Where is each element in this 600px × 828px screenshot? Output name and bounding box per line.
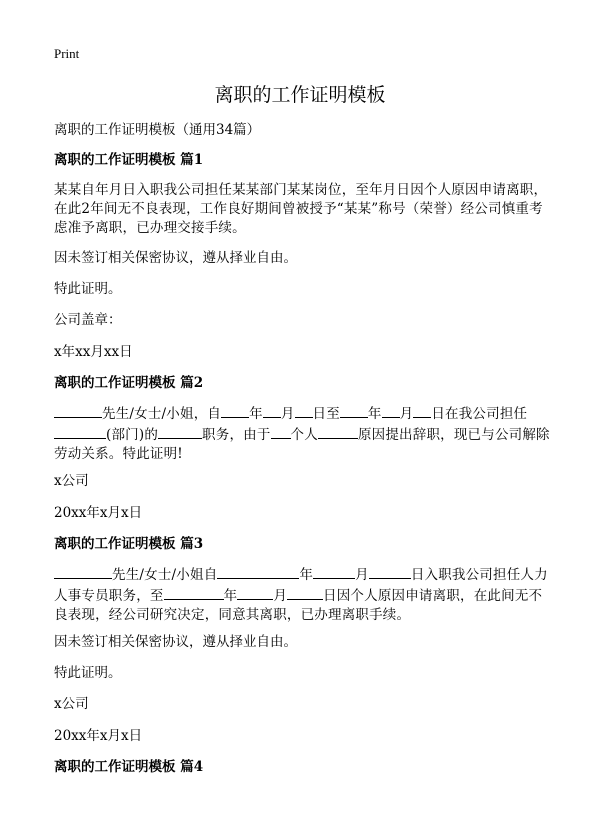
section-body-1: 某某自年月日入职我公司担任某某部门某某岗位，至年月日因个人原因申请离职，在此2年间无不良表现，工作良好期间曾被授予“某某”称号（荣誉）经公司慎重考虑准予离职，已办理交接手续。 (54, 182, 548, 236)
blank-field[interactable] (271, 424, 291, 439)
text-fragment: 先生/女士/小姐自 (112, 567, 218, 583)
blank-field[interactable] (340, 403, 368, 418)
text-fragment: 日入职我公司担任人力人事专员职务，至 (54, 567, 548, 604)
blank-field[interactable] (263, 403, 281, 418)
section-heading-4: 离职的工作证明模板 篇4 (54, 759, 204, 775)
section-1-line-1: 因未签订相关保密协议，遵从择业自由。 (54, 250, 297, 266)
blank-field[interactable] (313, 564, 355, 579)
blank-field[interactable] (164, 585, 224, 600)
section-heading-2: 离职的工作证明模板 篇2 (54, 375, 204, 391)
text-fragment: 月 (280, 406, 295, 422)
blank-field[interactable] (221, 403, 249, 418)
document-subtitle: 离职的工作证明模板（通用34篇） (54, 122, 261, 138)
text-fragment: 年 (223, 588, 238, 604)
section-body-2 (54, 403, 550, 464)
section-body-3 (54, 564, 550, 625)
blank-field[interactable] (158, 424, 202, 439)
section-2-company: x公司 (54, 473, 89, 489)
section-heading-1: 离职的工作证明模板 篇1 (54, 152, 204, 168)
blank-field[interactable] (318, 424, 358, 439)
text-fragment: (部门)的 (106, 427, 159, 443)
section-heading-3: 离职的工作证明模板 篇3 (54, 536, 204, 552)
print-link[interactable]: Print (54, 46, 80, 61)
section-3-line-2: 特此证明。 (54, 665, 122, 681)
section-3-line-1: 因未签订相关保密协议，遵从择业自由。 (54, 634, 297, 650)
blank-field[interactable] (369, 564, 411, 579)
text-fragment: 月 (399, 406, 414, 422)
text-fragment: 年 (367, 406, 382, 422)
section-1-line-3: 公司盖章： (54, 312, 122, 328)
blank-field[interactable] (54, 403, 102, 418)
text-fragment: 年 (249, 406, 263, 422)
text-fragment: 先生/女士/小姐，自 (102, 406, 222, 422)
blank-field[interactable] (54, 564, 112, 579)
blank-field[interactable] (287, 585, 323, 600)
section-3-date: 20xx年x月x日 (54, 728, 143, 744)
blank-field[interactable] (54, 424, 106, 439)
blank-field[interactable] (413, 403, 431, 418)
text-fragment: 职务，由于 (202, 427, 271, 443)
blank-field[interactable] (382, 403, 400, 418)
text-fragment: 月 (355, 567, 369, 583)
text-fragment: 日至 (312, 406, 340, 422)
section-1-line-2: 特此证明。 (54, 281, 122, 297)
blank-field[interactable] (217, 564, 299, 579)
blank-field[interactable] (237, 585, 273, 600)
text-fragment: 日因个人原因申请离职，在此间无不良表现，经公司研究决定，同意其离职，已办理离职手续。 (54, 588, 543, 623)
text-fragment: 原因提出辞职，现已与公司解除劳动关系。特此证明! (54, 427, 550, 462)
text-fragment: 日在我公司担任 (431, 406, 528, 422)
page-title: 离职的工作证明模板 (214, 84, 386, 106)
section-2-date: 20xx年x月x日 (54, 505, 143, 521)
section-1-date: x年xx月xx日 (54, 344, 133, 360)
blank-field[interactable] (295, 403, 313, 418)
text-fragment: 月 (273, 588, 288, 604)
text-fragment: 年 (299, 567, 314, 583)
section-3-company: x公司 (54, 696, 89, 712)
text-fragment: 个人 (290, 427, 318, 443)
